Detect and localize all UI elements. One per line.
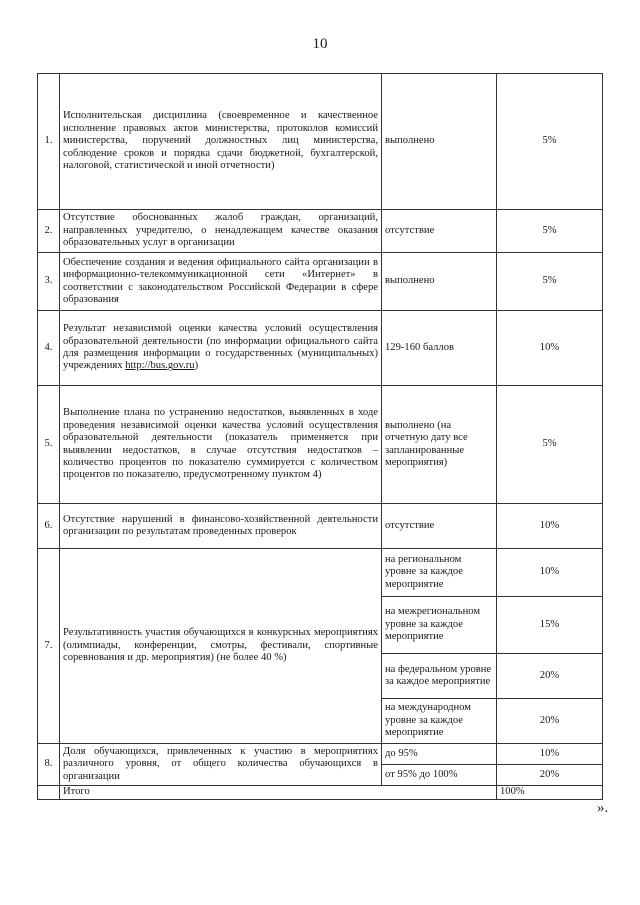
criterion-weight: 20% <box>497 654 603 699</box>
row-number: 8. <box>38 744 60 786</box>
criterion-description: Выполнение плана по устранению недостатков, выявленных в ходе проведения независимой оценки качества условий осуществления образовательной деятельности (показатель применяется при выявлении недостатков, в случае отсутствия недостатков – количество процентов по показателю суммируется с количеством процентов по показателю, предусмотренному пунктом 4) <box>60 386 382 504</box>
description-text: ) <box>194 360 199 372</box>
row-number: 1. <box>38 74 60 210</box>
table-row <box>38 549 603 597</box>
criterion-description <box>60 311 382 386</box>
bus-gov-link[interactable]: http://bus.gov.ru <box>125 360 195 372</box>
criteria-table <box>37 73 603 800</box>
criterion-value: выполнено <box>382 74 497 210</box>
total-row <box>38 786 603 800</box>
criterion-weight: 5% <box>497 253 603 311</box>
row-number: 4. <box>38 311 60 386</box>
criterion-description: Отсутствие обоснованных жалоб граждан, организаций, направленных учредителю, о ненадлежащем качестве оказания образовательных услуг в организации <box>60 210 382 253</box>
page-number: 10 <box>312 36 328 52</box>
criterion-value: на региональном уровне за каждое мероприятие <box>382 549 497 597</box>
row-number: 3. <box>38 253 60 311</box>
row-number: 6. <box>38 504 60 549</box>
criterion-value: выполнено (на отчетную дату все запланированные мероприятия) <box>382 386 497 504</box>
criterion-value: на межрегиональном уровне за каждое мероприятие <box>382 597 497 654</box>
criterion-description: Отсутствие нарушений в финансово-хозяйственной деятельности организации по результатам проведенных проверок <box>60 504 382 549</box>
criterion-weight: 5% <box>497 210 603 253</box>
description-text: Результат независимой оценки качества условий осуществления образовательной деятельности (по информации официального сайта для размещения информации о государственных (муниципальных) учреждениях <box>63 323 378 372</box>
criterion-description: Исполнительская дисциплина (своевременное и качественное исполнение правовых актов министерства, протоколов комиссий министерства, поручений должностных лиц министерства, соблюдение сроков и порядка сдачи бюджетной, бухгалтерской, налоговой, статистической и иной отчетности) <box>60 74 382 210</box>
criterion-value: до 95% <box>382 744 497 765</box>
criterion-description: Обеспечение создания и ведения официального сайта организации в информационно-телекоммуникационной сети «Интернет» в соответствии с законодательством Российской Федерации в сфере образования <box>60 253 382 311</box>
criterion-weight: 10% <box>497 311 603 386</box>
criterion-description: Результативность участия обучающихся в конкурсных мероприятиях (олимпиады, конференции, смотры, фестивали, спортивные соревнования и др. мероприятия) (не более 40 %) <box>60 549 382 744</box>
table-row <box>38 210 603 253</box>
table-row <box>38 386 603 504</box>
criterion-value: отсутствие <box>382 210 497 253</box>
criterion-value: 129-160 баллов <box>382 311 497 386</box>
table-row <box>38 744 603 765</box>
total-weight: 100% <box>497 786 603 800</box>
closing-quote: ». <box>597 800 609 816</box>
criterion-value: на федеральном уровне за каждое мероприятие <box>382 654 497 699</box>
criterion-value: от 95% до 100% <box>382 765 497 786</box>
criterion-weight: 20% <box>497 765 603 786</box>
row-number: 7. <box>38 549 60 744</box>
criterion-weight: 5% <box>497 74 603 210</box>
table-row <box>38 253 603 311</box>
total-label: Итого <box>60 786 497 800</box>
criterion-value: отсутствие <box>382 504 497 549</box>
row-number: 5. <box>38 386 60 504</box>
table-row <box>38 504 603 549</box>
criterion-weight: 10% <box>497 549 603 597</box>
criterion-weight: 5% <box>497 386 603 504</box>
row-number: 2. <box>38 210 60 253</box>
criterion-weight: 20% <box>497 699 603 744</box>
criterion-weight: 10% <box>497 504 603 549</box>
criterion-description: Доля обучающихся, привлеченных к участию в мероприятиях различного уровня, от общего количества обучающихся в организации <box>60 744 382 786</box>
total-number-cell <box>38 786 60 800</box>
criterion-weight: 10% <box>497 744 603 765</box>
criterion-weight: 15% <box>497 597 603 654</box>
table-row <box>38 74 603 210</box>
criterion-value: выполнено <box>382 253 497 311</box>
table-row <box>38 311 603 386</box>
criterion-value: на международном уровне за каждое мероприятие <box>382 699 497 744</box>
